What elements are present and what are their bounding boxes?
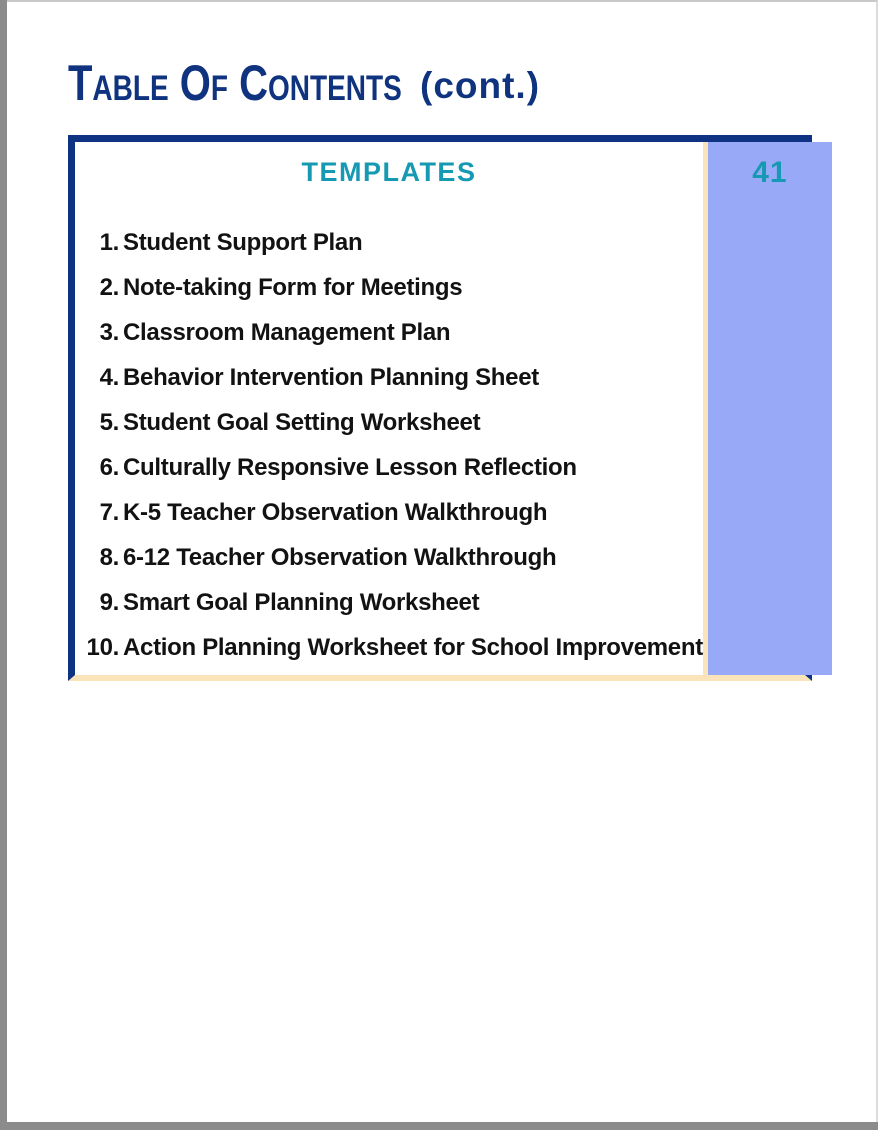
toc-item — [75, 625, 703, 670]
toc-main-column — [75, 142, 703, 675]
toc-item — [75, 220, 703, 265]
toc-item-label: Action Planning Worksheet for School Improvement — [123, 634, 703, 661]
toc-item-label: K-5 Teacher Observation Walkthrough — [123, 499, 548, 526]
toc-item-label: 6-12 Teacher Observation Walkthrough — [123, 544, 557, 571]
document-page — [7, 0, 878, 1122]
toc-table — [68, 135, 812, 681]
toc-page-number: 41 — [752, 156, 788, 189]
toc-item — [75, 265, 703, 310]
toc-page-number-column — [708, 142, 832, 675]
toc-item — [75, 535, 703, 580]
toc-item-number: 9. — [99, 589, 119, 616]
toc-item-label: Behavior Intervention Planning Sheet — [123, 364, 539, 391]
toc-item-number: 3. — [99, 319, 119, 346]
toc-item-number: 10. — [86, 634, 119, 661]
toc-item — [75, 400, 703, 445]
toc-item — [75, 580, 703, 625]
toc-item-label: Student Goal Setting Worksheet — [123, 409, 481, 436]
toc-item-number: 8. — [99, 544, 119, 571]
toc-item-label: Classroom Management Plan — [123, 319, 451, 346]
toc-item-number: 5. — [99, 409, 119, 436]
toc-item — [75, 355, 703, 400]
toc-item-number: 7. — [99, 499, 119, 526]
toc-item-number: 6. — [99, 454, 119, 481]
toc-item-label: Culturally Responsive Lesson Reflection — [123, 454, 577, 481]
toc-item-number: 1. — [99, 229, 119, 256]
page-title-suffix: (cont.) — [420, 65, 541, 106]
page-title — [68, 55, 541, 111]
toc-section-header: TEMPLATES — [301, 157, 477, 187]
toc-item — [75, 445, 703, 490]
toc-item-number: 4. — [99, 364, 119, 391]
page-title-main: Table Of Contents — [68, 55, 402, 111]
toc-list — [75, 220, 703, 670]
toc-item-label: Note-taking Form for Meetings — [123, 274, 463, 301]
toc-item-label: Student Support Plan — [123, 229, 363, 256]
toc-item — [75, 310, 703, 355]
toc-item-label: Smart Goal Planning Worksheet — [123, 589, 480, 616]
toc-item — [75, 490, 703, 535]
toc-item-number: 2. — [99, 274, 119, 301]
